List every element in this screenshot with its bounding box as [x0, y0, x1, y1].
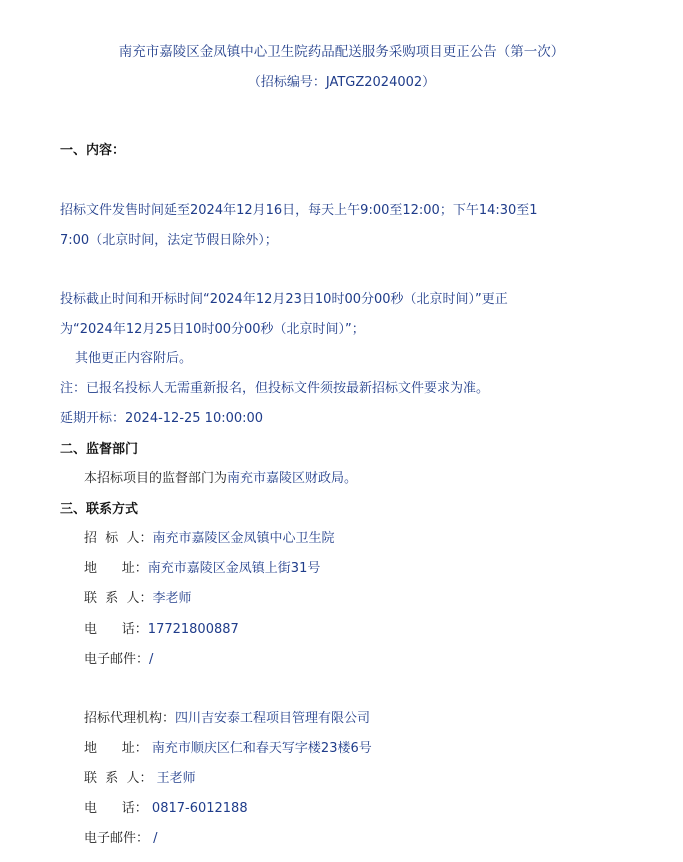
tenderer-name-row — [84, 530, 335, 548]
bid-number: （招标编号：JATGZ2024002） — [247, 75, 436, 90]
announcement-title: 南充市嘉陵区金凤镇中心卫生院药品配送服务采购项目更正公告（第一次） — [118, 44, 565, 60]
agency-contact-row — [84, 770, 196, 788]
tenderer-phone-label: 电 话： — [84, 622, 148, 637]
agency-email-value: / — [149, 831, 158, 846]
tenderer-email-value: / — [149, 652, 154, 667]
tenderer-email-row — [84, 651, 153, 669]
tenderer-contact-label: 联 系 人： — [84, 591, 153, 606]
tenderer-phone-value: 17721800887 — [147, 622, 239, 637]
other-corrections: 其他更正内容附后。 — [75, 351, 193, 366]
tenderer-contact-value: 李老师 — [152, 591, 192, 606]
agency-phone-label: 电 话： — [84, 801, 148, 816]
agency-phone-row — [84, 800, 248, 818]
supervision-department: 南充市嘉陵区财政局。 — [227, 471, 358, 486]
agency-address-row — [84, 740, 372, 758]
postponed-opening: 延期开标：2024-12-25 10:00:00 — [60, 411, 264, 426]
tenderer-email-label: 电子邮件： — [84, 652, 150, 667]
agency-name-label: 招标代理机构： — [84, 711, 176, 726]
section-contact-heading: 三、联系方式 — [60, 502, 139, 517]
supervision-text — [84, 470, 357, 488]
tenderer-name-value: 南充市嘉陵区金凤镇中心卫生院 — [152, 531, 335, 546]
section-content-heading: 一、内容： — [60, 143, 126, 158]
agency-contact-value: 王老师 — [152, 771, 196, 786]
tenderer-address-value: 南充市嘉陵区金凤镇上街31号 — [147, 561, 321, 576]
tenderer-name-label: 招 标 人： — [84, 531, 153, 546]
tenderer-address-row — [84, 560, 320, 578]
tenderer-contact-row — [84, 590, 192, 608]
tenderer-address-label: 地 址： — [84, 561, 148, 576]
agency-phone-value: 0817-6012188 — [147, 801, 248, 816]
supervision-prefix: 本招标项目的监督部门为 — [84, 471, 228, 486]
agency-name-row — [84, 710, 370, 728]
agency-email-label: 电子邮件： — [84, 831, 150, 846]
agency-name-value: 四川吉安泰工程项目管理有限公司 — [175, 711, 371, 726]
tenderer-phone-row — [84, 621, 239, 639]
deadline-line-2: 为“2024年12月25日10时00分00秒（北京时间）”； — [60, 322, 365, 337]
agency-address-value: 南充市顺庆区仁和春天写字楼23楼6号 — [147, 741, 372, 756]
agency-email-row — [84, 830, 158, 848]
agency-address-label: 地 址： — [84, 741, 148, 756]
deadline-line-1: 投标截止时间和开标时间“2024年12月23日10时00分00秒（北京时间）”更正 — [60, 292, 508, 307]
section-supervision-heading: 二、监督部门 — [60, 442, 139, 457]
registration-note: 注：已报名投标人无需重新报名，但投标文件须按最新招标文件要求为准。 — [60, 381, 490, 396]
sale-period-line-2: 7:00（北京时间，法定节假日除外）； — [60, 233, 278, 248]
sale-period-line-1: 招标文件发售时间延至2024年12月16日，每天上午9:00至12:00；下午14:30至1 — [60, 203, 538, 218]
agency-contact-label: 联 系 人： — [84, 771, 153, 786]
